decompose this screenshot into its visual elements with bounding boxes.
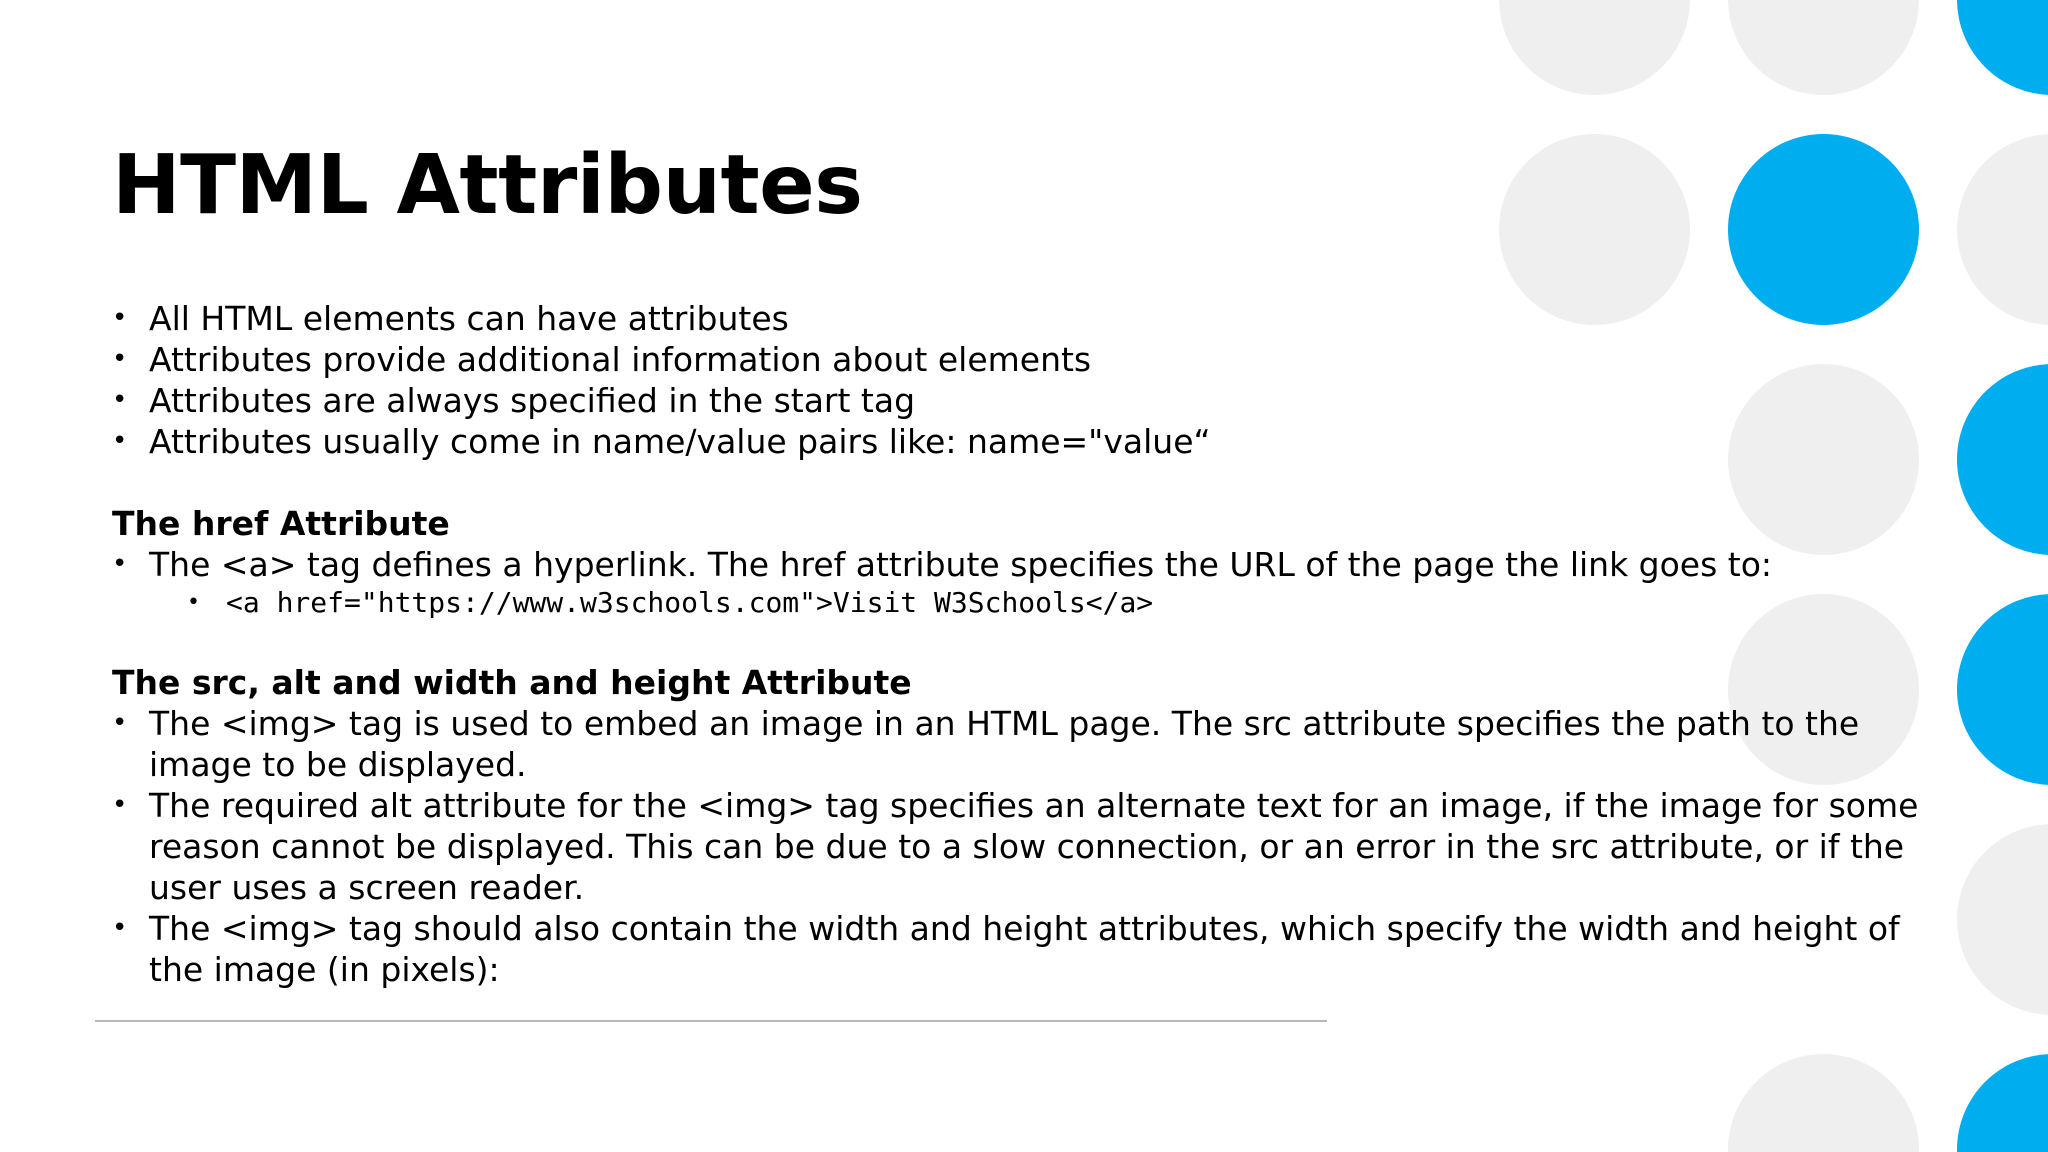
decor-circle bbox=[1957, 1054, 2048, 1152]
divider bbox=[95, 1020, 1327, 1022]
list-item: • The <img> tag should also contain the width and height attributes, which specify the width and height of the image (in pixels): bbox=[112, 908, 1932, 990]
decor-circle bbox=[1499, 0, 1690, 95]
decor-circle bbox=[1957, 824, 2048, 1015]
decor-circle bbox=[1728, 134, 1919, 325]
list-item: • The <a> tag defines a hyperlink. The href attribute specifies the URL of the page the link goes to: bbox=[112, 544, 1932, 585]
slide-body bbox=[112, 298, 1932, 990]
list-item: • All HTML elements can have attributes bbox=[112, 298, 1932, 339]
code-example: • <a href="https://www.w3schools.com">Visit W3Schools</a> bbox=[112, 585, 1932, 621]
src-bullet-list bbox=[112, 703, 1932, 990]
decor-circle bbox=[1957, 594, 2048, 785]
list-item: • Attributes provide additional information about elements bbox=[112, 339, 1932, 380]
decor-circle bbox=[1957, 134, 2048, 325]
decor-circle bbox=[1728, 0, 1919, 95]
list-item: • The required alt attribute for the <img> tag specifies an alternate text for an image, if the image for some reason cannot be displayed. This can be due to a slow connection, or an error in the src attribute, or if the user uses a screen reader. bbox=[112, 785, 1932, 908]
list-item: • Attributes usually come in name/value pairs like: name="value“ bbox=[112, 421, 1932, 462]
list-item: • Attributes are always specified in the start tag bbox=[112, 380, 1932, 421]
href-code-list bbox=[112, 585, 1932, 621]
decor-circle bbox=[1957, 0, 2048, 95]
href-bullet-list bbox=[112, 544, 1932, 585]
list-item: • The <img> tag is used to embed an image in an HTML page. The src attribute specifies the path to the image to be displayed. bbox=[112, 703, 1932, 785]
decor-circle bbox=[1728, 1054, 1919, 1152]
decor-circle bbox=[1957, 364, 2048, 555]
src-section-heading: The src, alt and width and height Attribute bbox=[112, 663, 912, 702]
decor-circle bbox=[1499, 134, 1690, 325]
intro-bullet-list bbox=[112, 298, 1932, 462]
href-section-heading: The href Attribute bbox=[112, 504, 450, 543]
slide-title: HTML Attributes bbox=[112, 138, 863, 233]
